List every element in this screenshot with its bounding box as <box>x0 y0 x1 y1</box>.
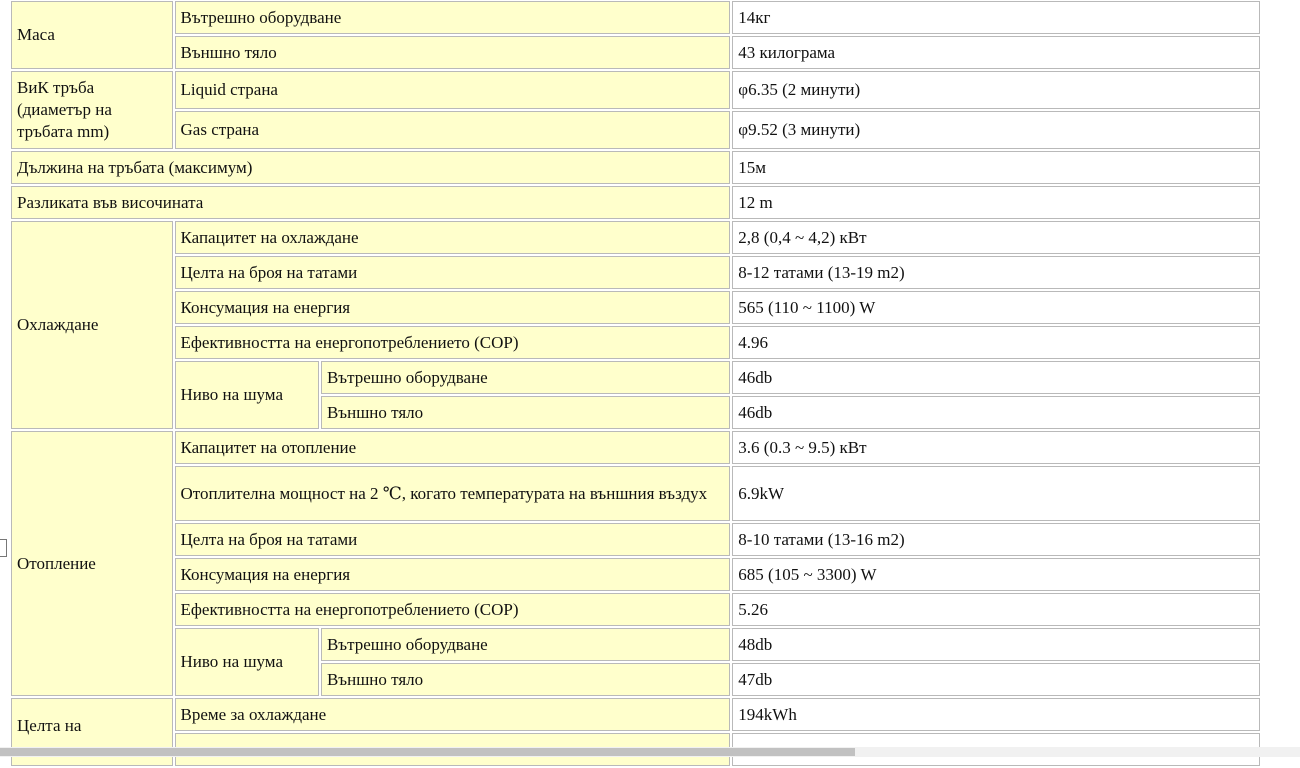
cooling-noise-outdoor-value: 46db <box>732 396 1260 429</box>
cooling-cop-label: Ефективността на енергопотреблението (COP) <box>175 326 731 359</box>
heating-noise-indoor-value: 48db <box>732 628 1260 661</box>
cooling-power-label: Консумация на енергия <box>175 291 731 324</box>
cooling-noise-indoor-value: 46db <box>732 361 1260 394</box>
pipe-length-label: Дължина на тръбата (максимум) <box>11 151 730 184</box>
heating-noise-label: Ниво на шума <box>175 628 319 696</box>
pipe-label: ВиК тръба (диаметър на тръбата mm) <box>11 71 173 149</box>
heating-power-label: Консумация на енергия <box>175 558 731 591</box>
table-row <box>11 151 1260 184</box>
mass-indoor-value: 14кг <box>732 1 1260 34</box>
height-diff-value: 12 m <box>732 186 1260 219</box>
heating-power-value: 685 (105 ~ 3300) W <box>732 558 1260 591</box>
table-row <box>11 698 1260 731</box>
pipe-liquid-label: Liquid страна <box>175 71 731 109</box>
cooling-capacity-label: Капацитет на охлаждане <box>175 221 731 254</box>
pipe-length-value: 15м <box>732 151 1260 184</box>
horizontal-scrollbar-thumb[interactable] <box>0 748 855 756</box>
heating-noise-outdoor-value: 47db <box>732 663 1260 696</box>
heating-tatami-value: 8-10 татами (13-16 m2) <box>732 523 1260 556</box>
heating-cop-value: 5.26 <box>732 593 1260 626</box>
heating-noise-indoor-label: Вътрешно оборудване <box>321 628 730 661</box>
mass-outdoor-value: 43 килограма <box>732 36 1260 69</box>
table-row <box>11 466 1260 521</box>
cooling-noise-indoor-label: Вътрешно оборудване <box>321 361 730 394</box>
cooling-power-value: 565 (110 ~ 1100) W <box>732 291 1260 324</box>
left-edge-marker <box>0 539 7 557</box>
cooling-capacity-value: 2,8 (0,4 ~ 4,2) кВт <box>732 221 1260 254</box>
table-row <box>11 628 1260 661</box>
target-cooling-time-label: Време за охлаждане <box>175 698 731 731</box>
spec-table-container <box>9 0 1262 768</box>
heating-capacity-2c-value: 6.9kW <box>732 466 1260 521</box>
table-row <box>11 431 1260 464</box>
heating-capacity-2c-label: Отоплителна мощност на 2 ℃, когато температурата на външния въздух <box>175 466 731 521</box>
horizontal-scrollbar[interactable] <box>0 747 1300 757</box>
heating-tatami-label: Целта на броя на татами <box>175 523 731 556</box>
pipe-gas-value: φ9.52 (3 минути) <box>732 111 1260 149</box>
height-diff-label: Разликата във височината <box>11 186 730 219</box>
target-cooling-time-value: 194kWh <box>732 698 1260 731</box>
table-row <box>11 523 1260 556</box>
table-row <box>11 593 1260 626</box>
spec-table <box>9 0 1262 768</box>
table-row <box>11 326 1260 359</box>
cooling-tatami-label: Целта на броя на татами <box>175 256 731 289</box>
table-row <box>11 361 1260 394</box>
mass-label: Маса <box>11 1 173 69</box>
table-row <box>11 256 1260 289</box>
cooling-noise-outdoor-label: Външно тяло <box>321 396 730 429</box>
table-row <box>11 221 1260 254</box>
mass-indoor-label: Вътрешно оборудване <box>175 1 731 34</box>
heating-capacity-value: 3.6 (0.3 ~ 9.5) кВт <box>732 431 1260 464</box>
target-label-text: Целта на <box>17 716 82 735</box>
cooling-cop-value: 4.96 <box>732 326 1260 359</box>
cooling-tatami-value: 8-12 татами (13-19 m2) <box>732 256 1260 289</box>
table-row <box>11 36 1260 69</box>
mass-outdoor-label: Външно тяло <box>175 36 731 69</box>
cooling-label: Охлаждане <box>11 221 173 429</box>
table-row <box>11 558 1260 591</box>
table-row <box>11 111 1260 149</box>
table-row <box>11 1 1260 34</box>
pipe-gas-label: Gas страна <box>175 111 731 149</box>
table-row <box>11 291 1260 324</box>
heating-label: Отопление <box>11 431 173 696</box>
table-row <box>11 71 1260 109</box>
heating-noise-outdoor-label: Външно тяло <box>321 663 730 696</box>
heating-capacity-label: Капацитет на отопление <box>175 431 731 464</box>
cooling-noise-label: Ниво на шума <box>175 361 319 429</box>
heating-cop-label: Ефективността на енергопотреблението (COP) <box>175 593 731 626</box>
pipe-liquid-value: φ6.35 (2 минути) <box>732 71 1260 109</box>
table-row <box>11 186 1260 219</box>
